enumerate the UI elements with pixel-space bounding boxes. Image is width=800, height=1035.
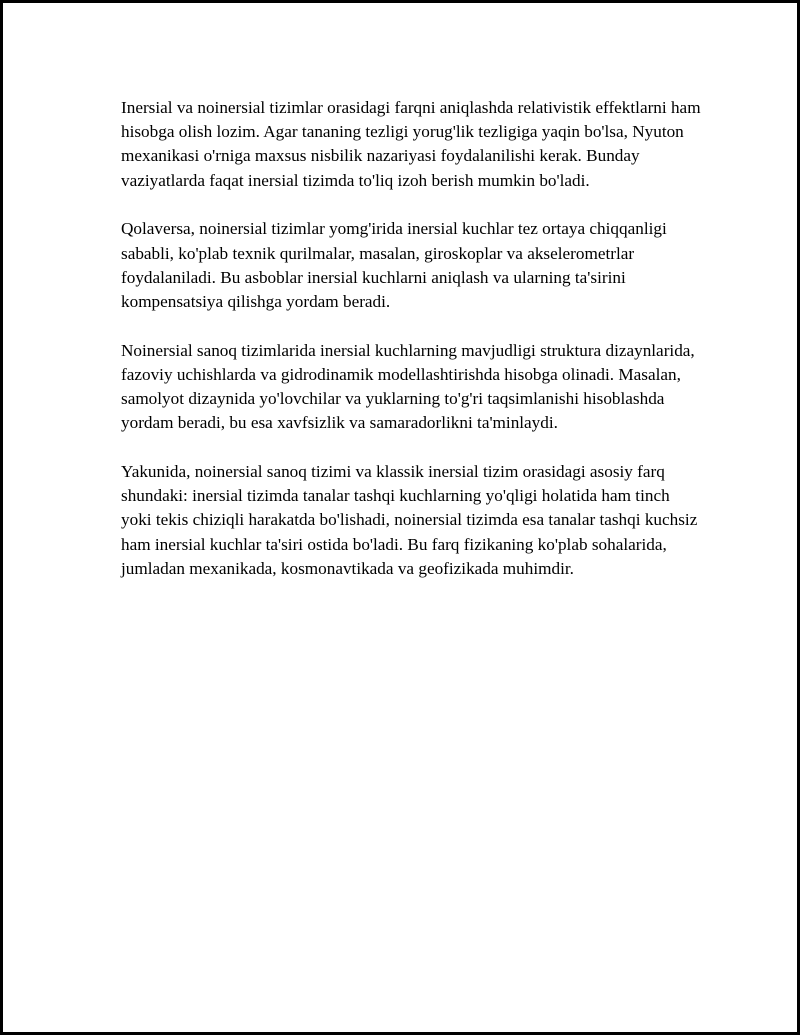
paragraph-3: Noinersial sanoq tizimlarida inersial kuchlarning mavjudligi struktura dizaynlarida, fazoviy uchishlarda va gidrodinamik modellashtirishda hisobga olinadi. Masalan, samolyot dizaynida yo'lovchilar va yuklarning to'g'ri taqsimlanishi hisoblashda yordam beradi, bu esa xavfsizlik va samaradorlikni ta'minlaydi. [121, 340, 695, 433]
paragraph-1: Inersial va noinersial tizimlar orasidagi farqni aniqlashda relativistik effektlarni ham hisobga olish lozim. Agar tananing tezligi yorug'lik tezligiga yaqin bo'lsa, Nyuton mexanikasi o'rniga maxsus nisbilik nazariyasi foydalanilishi kerak. Bunday vaziyatlarda faqat inersial tizimda to'liq izoh berish mumkin bo'ladi. [121, 98, 701, 190]
paragraph-4: Yakunida, noinersial sanoq tizimi va klassik inersial tizim orasidagi asosiy farq shundaki: inersial tizimda tanalar tashqi kuchlarning yo'qligi holatida ham tinch yoki tekis chiziqli harakatda bo'lishadi, noinersial tizimda esa tanalar tashqi kuchsiz ham inersial kuchlar ta'siri ostida bo'ladi. Bu farq fizikaning ko'plab sohalarida, jumladan mexanikada, kosmonavtikada va geofizikada muhimdir. [121, 461, 698, 578]
paragraph-2: Qolaversa, noinersial tizimlar yomg'irida inersial kuchlar tez ortaya chiqqanligi sababli, ko'plab texnik qurilmalar, masalan, giroskoplar va akselerometrlar foydalaniladi. Bu asboblar inersial kuchlarni aniqlash va ularning ta'sirini kompensatsiya qilishga yordam beradi. [121, 219, 667, 311]
document-body [121, 96, 701, 605]
